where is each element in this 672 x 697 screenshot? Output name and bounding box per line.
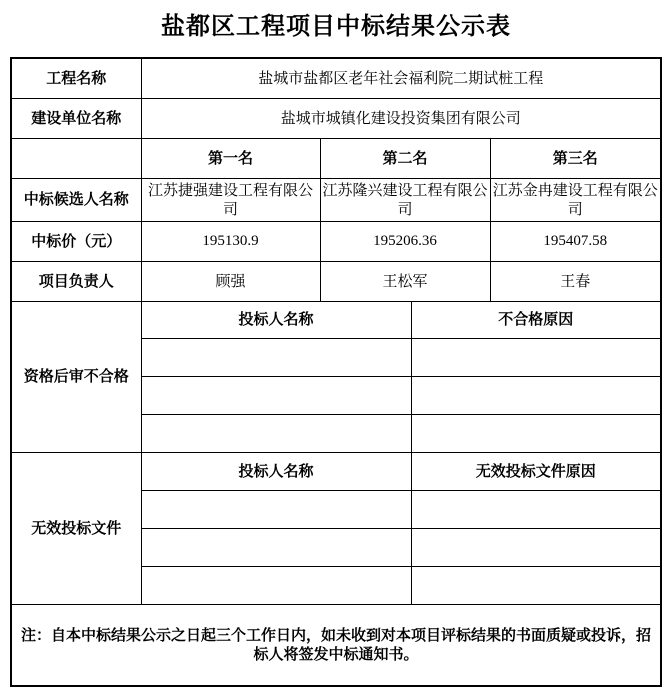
- postqual-reason-cell: [411, 338, 661, 376]
- page-title: 盐都区工程项目中标结果公示表: [161, 14, 511, 40]
- manager-second: 王松军: [320, 261, 490, 301]
- candidate-first: 江苏捷强建设工程有限公司: [141, 178, 320, 221]
- price-label: 中标价（元）: [11, 221, 141, 261]
- invalid-reason-cell: [411, 528, 661, 566]
- table-row-prices: [11, 221, 661, 261]
- postqual-bidder-cell: [141, 338, 411, 376]
- table-row-candidates: [11, 178, 661, 221]
- owner-name-value: 盐城市城镇化建设投资集团有限公司: [141, 98, 661, 138]
- owner-name-label: 建设单位名称: [11, 98, 141, 138]
- manager-third: 王春: [490, 261, 661, 301]
- invalid-bidder-header: 投标人名称: [141, 452, 411, 490]
- table-row-project: [11, 58, 661, 98]
- postqual-bidder-cell: [141, 414, 411, 452]
- manager-first: 顾强: [141, 261, 320, 301]
- invalid-bidder-cell: [141, 566, 411, 604]
- invalid-reason-cell: [411, 490, 661, 528]
- table-row-rank-headers: [11, 138, 661, 178]
- note-text: 注：自本中标结果公示之日起三个工作日内，如未收到对本项目评标结果的书面质疑或投诉，招标人将签发中标通知书。: [11, 604, 661, 686]
- project-name-label: 工程名称: [11, 58, 141, 98]
- invalid-reason-cell: [411, 566, 661, 604]
- table-row-owner: [11, 98, 661, 138]
- rank-header-empty-cell: [11, 138, 141, 178]
- price-first: 195130.9: [141, 221, 320, 261]
- invalid-reason-header: 无效投标文件原因: [411, 452, 661, 490]
- rank-header-second: 第二名: [320, 138, 490, 178]
- candidate-third: 江苏金冉建设工程有限公司: [490, 178, 661, 221]
- postqual-bidder-header: 投标人名称: [141, 301, 411, 338]
- table-row-note: [11, 604, 661, 686]
- postqual-reason-header: 不合格原因: [411, 301, 661, 338]
- postqual-reason-cell: [411, 414, 661, 452]
- postqual-section-label: 资格后审不合格: [11, 301, 141, 452]
- invalid-bidder-cell: [141, 528, 411, 566]
- candidates-label: 中标候选人名称: [11, 178, 141, 221]
- rank-header-third: 第三名: [490, 138, 661, 178]
- table-row-postqual-header: [11, 301, 661, 338]
- price-third: 195407.58: [490, 221, 661, 261]
- bid-result-table: [10, 57, 662, 687]
- price-second: 195206.36: [320, 221, 490, 261]
- table-row-invalid-header: [11, 452, 661, 490]
- invalid-section-label: 无效投标文件: [11, 452, 141, 604]
- table-row-managers: [11, 261, 661, 301]
- project-name-value: 盐城市盐都区老年社会福利院二期试桩工程: [141, 58, 661, 98]
- postqual-reason-cell: [411, 376, 661, 414]
- rank-header-first: 第一名: [141, 138, 320, 178]
- candidate-second: 江苏隆兴建设工程有限公司: [320, 178, 490, 221]
- manager-label: 项目负责人: [11, 261, 141, 301]
- invalid-bidder-cell: [141, 490, 411, 528]
- postqual-bidder-cell: [141, 376, 411, 414]
